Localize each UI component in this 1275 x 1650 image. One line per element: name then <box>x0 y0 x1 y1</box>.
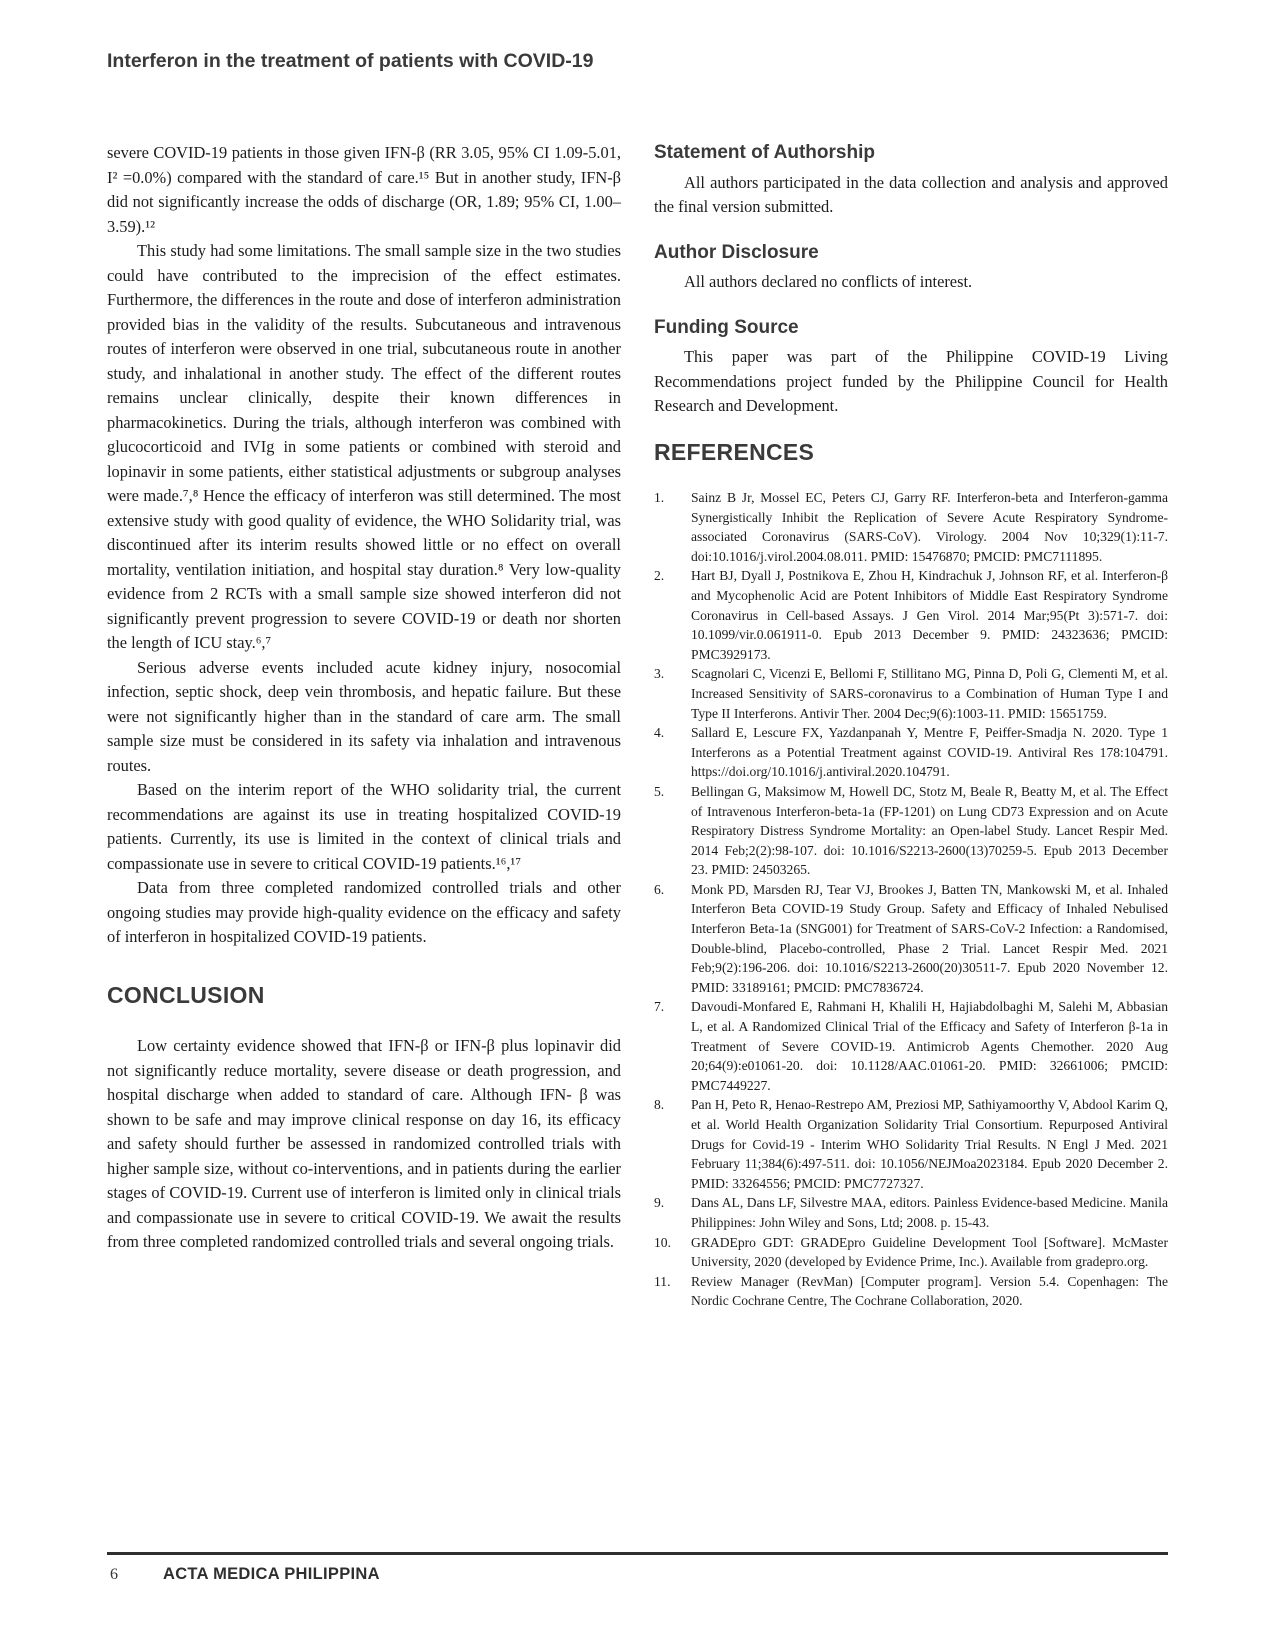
references-heading: REFERENCES <box>654 438 815 465</box>
reference-item <box>654 782 1168 880</box>
right-column <box>654 141 1168 1311</box>
reference-text: Pan H, Peto R, Henao-Restrepo AM, Preziosi MP, Sathiyamoorthy V, Abdool Karim Q, et al. World Health Organization Solidarity Trial Consortium. Repurposed Antiviral Drugs for Covid-19 - Interim WHO Solidarity Trial Results. N Engl J Med. 2021 February 11;384(6):497-511. doi: 10.1056/NEJMoa2023184. Epub 2020 December 2. PMID: 33264556; PMCID: PMC7727327. <box>691 1097 1168 1191</box>
conclusion-heading: CONCLUSION <box>107 981 265 1008</box>
section-text: All authors participated in the data collection and analysis and approved the final version submitted. <box>654 172 1168 216</box>
reference-text: Monk PD, Marsden RJ, Tear VJ, Brookes J, Batten TN, Mankowski M, et al. Inhaled Interferon Beta COVID-19 Study Group. Safety and Efficacy of Inhaled Nebulised Interferon Beta-1a (SNG001) for Treatment of SARS-CoV-2 Infection: a Randomised, Double-blind, Placebo-controlled, Phase 2 Trial. Lancet Respir Med. 2021 Feb;9(2):196-206. doi: 10.1016/S2213-2600(20)30511-7. Epub 2020 November 12. PMID: 33189161; PMCID: PMC7836724. <box>691 881 1168 995</box>
reference-number: 10. <box>654 1234 671 1250</box>
reference-item <box>654 488 1168 566</box>
reference-text: Sallard E, Lescure FX, Yazdanpanah Y, Mentre F, Peiffer-Smadja N. 2020. Type 1 Interferons as a Potential Treatment against COVID-19. Antiviral Res 178:104791. https://doi.org/10.1016/j.antiviral.2020.104791. <box>691 725 1168 780</box>
reference-number: 8. <box>654 1097 665 1113</box>
page-footer <box>110 1565 380 1584</box>
running-head: Interferon in the treatment of patients with COVID-19 <box>107 50 594 72</box>
journal-name: ACTA MEDICA PHILIPPINA <box>163 1565 380 1583</box>
reference-number: 1. <box>654 490 665 505</box>
body-paragraph: Data from three completed randomized controlled trials and other ongoing studies may provide high-quality evidence on the efficacy and safety of interferon in hospitalized COVID-19 patients. <box>107 878 621 946</box>
reference-number: 6. <box>654 881 665 897</box>
reference-item <box>654 1233 1168 1272</box>
reference-item <box>654 1193 1168 1232</box>
body-paragraph: This study had some limitations. The small sample size in the two studies could have contributed to the imprecision of the effect estimates. Furthermore, the differences in the route and dose of interferon administration provided bias in the validity of the results. Subcutaneous and intravenous routes of interferon were observed in one trial, subcutaneous route in another study, and inhalational in another study. The effect of the different routes remains unclear clinically, despite their known differences in pharmacokinetics. During the trials, although interferon was combined with glucocorticoid and IVIg in some patients or combined with steroid and lopinavir in some patients, either statistical adjustments or subgroup analyses were made.⁷,⁸ Hence the efficacy of interferon was still determined. The most extensive study with good quality of evidence, the WHO Solidarity trial, was discontinued after its interim results showed little or no effect on overall mortality, ventilation initiation, and hospital stay duration.⁸ Very low-quality evidence from 2 RCTs with a small sample size showed interferon did not significantly prevent progression to severe COVID-19 or death nor shorten the length of ICU stay.⁶,⁷ <box>107 241 621 652</box>
section-heading: Statement of Authorship <box>654 142 875 163</box>
section-heading: Author Disclosure <box>654 241 819 263</box>
left-column <box>107 141 621 1255</box>
reference-text: Scagnolari C, Vicenzi E, Bellomi F, Stillitano MG, Pinna D, Poli G, Clementi M, et al. Increased Sensitivity of SARS-coronavirus to a Combination of Human Type I and Type II Interferons. Antivir Ther. 2004 Dec;9(6):1003-11. PMID: 15651759. <box>691 666 1168 721</box>
reference-item <box>654 723 1168 782</box>
footer-rule <box>107 1552 1168 1555</box>
section-heading: Funding Source <box>654 316 799 338</box>
reference-item <box>654 1095 1168 1193</box>
reference-item <box>654 664 1168 723</box>
section-author-disclosure <box>654 241 1168 295</box>
section-funding-source <box>654 316 1168 419</box>
reference-item <box>654 880 1168 998</box>
reference-text: Hart BJ, Dyall J, Postnikova E, Zhou H, Kindrachuk J, Johnson RF, et al. Interferon-β and Mycophenolic Acid are Potent Inhibitors of Middle East Respiratory Syndrome Coronavirus in Cell-based Assays. J Gen Virol. 2014 Mar;95(Pt 3):571-7. doi: 10.1099/vir.0.061911-0. Epub 2013 December 9. PMID: 24323636; PMCID: PMC3929173. <box>691 568 1168 662</box>
section-text: This paper was part of the Philippine COVID-19 Living Recommendations project funded by the Philippine Council for Health Research and Development. <box>654 347 1168 415</box>
section-text: All authors declared no conflicts of interest. <box>684 272 973 291</box>
reference-number: 3. <box>654 666 665 682</box>
reference-text: GRADEpro GDT: GRADEpro Guideline Development Tool [Software]. McMaster University, 2020 (developed by Evidence Prime, Inc.). Available from gradepro.org. <box>691 1234 1168 1270</box>
section-statement-of-authorship <box>654 141 1168 220</box>
references-list <box>654 488 1168 1311</box>
reference-number: 2. <box>654 568 665 584</box>
page-number: 6 <box>110 1566 118 1583</box>
conclusion-paragraph: Low certainty evidence showed that IFN-β or IFN-β plus lopinavir did not significantly reduce mortality, severe disease or death progression, and hospital discharge when added to standard of care. Although IFN- β was shown to be safe and may improve clinical response on day 16, its efficacy and safety should further be assessed in randomized controlled trials with higher sample size, without co-interventions, and in patients during the earlier stages of COVID-19. Current use of interferon is limited only in clinical trials and compassionate use in severe to critical COVID-19. We await the results from three completed randomized controlled trials and several ongoing trials. <box>107 1036 621 1251</box>
body-paragraph: Based on the interim report of the WHO solidarity trial, the current recommendations are against its use in treating hospitalized COVID-19 patients. Currently, its use is limited in the context of clinical trials and compassionate use in severe to critical COVID-19 patients.¹⁶,¹⁷ <box>107 780 621 873</box>
reference-text: Dans AL, Dans LF, Silvestre MAA, editors. Painless Evidence-based Medicine. Manila Philippines: John Wiley and Sons, Ltd; 2008. p. 15-43. <box>691 1195 1168 1230</box>
reference-text: Review Manager (RevMan) [Computer program]. Version 5.4. Copenhagen: The Nordic Cochrane Centre, The Cochrane Collaboration, 2020. <box>691 1273 1168 1309</box>
reference-number: 4. <box>654 725 665 741</box>
reference-number: 7. <box>654 999 665 1015</box>
reference-text: Sainz B Jr, Mossel EC, Peters CJ, Garry RF. Interferon-beta and Interferon-gamma Synergistically Inhibit the Replication of Severe Acute Respiratory Syndrome-associated Coronavirus (SARS-CoV). Virology. 2004 Nov 10;329(1):11-7. doi:10.1016/j.virol.2004.08.011. PMID: 15476870; PMCID: PMC7111895. <box>691 490 1168 564</box>
reference-item <box>654 1272 1168 1311</box>
reference-text: Davoudi-Monfared E, Rahmani H, Khalili H, Hajiabdolbaghi M, Salehi M, Abbasian L, et al. A Randomized Clinical Trial of the Efficacy and Safety of Interferon β-1a in Treatment of Severe COVID-19. Antimicrob Agents Chemother. 2020 Aug 20;64(9):e01061-20. doi: 10.1128/AAC.01061-20. PMID: 32661006; PMCID: PMC7449227. <box>691 999 1168 1093</box>
body-paragraph: Serious adverse events included acute kidney injury, nosocomial infection, septic shock, deep vein thrombosis, and hepatic failure. But these were not significantly higher than in the standard of care arm. The small sample size must be considered in its safety via inhalation and intravenous routes. <box>107 657 621 775</box>
reference-number: 5. <box>654 783 665 799</box>
body-paragraph: severe COVID-19 patients in those given IFN-β (RR 3.05, 95% CI 1.09-5.01, I² =0.0%) compared with the standard of care.¹⁵ But in another study, IFN-β did not significantly increase the odds of discharge (OR, 1.89; 95% CI, 1.00–3.59).¹² <box>107 143 621 236</box>
reference-number: 9. <box>654 1195 665 1211</box>
reference-item <box>654 566 1168 664</box>
reference-number: 11. <box>654 1273 671 1289</box>
reference-item <box>654 997 1168 1095</box>
reference-text: Bellingan G, Maksimow M, Howell DC, Stotz M, Beale R, Beatty M, et al. The Effect of Intravenous Interferon-beta-1a (FP-1201) on Lung CD73 Expression and on Acute Respiratory Distress Syndrome Mortality: an Open-label Study. Lancet Respir Med. 2014 Feb;2(2):98-107. doi: 10.1016/S2213-2600(13)70259-5. Epub 2013 December 23. PMID: 24503265. <box>691 783 1168 878</box>
